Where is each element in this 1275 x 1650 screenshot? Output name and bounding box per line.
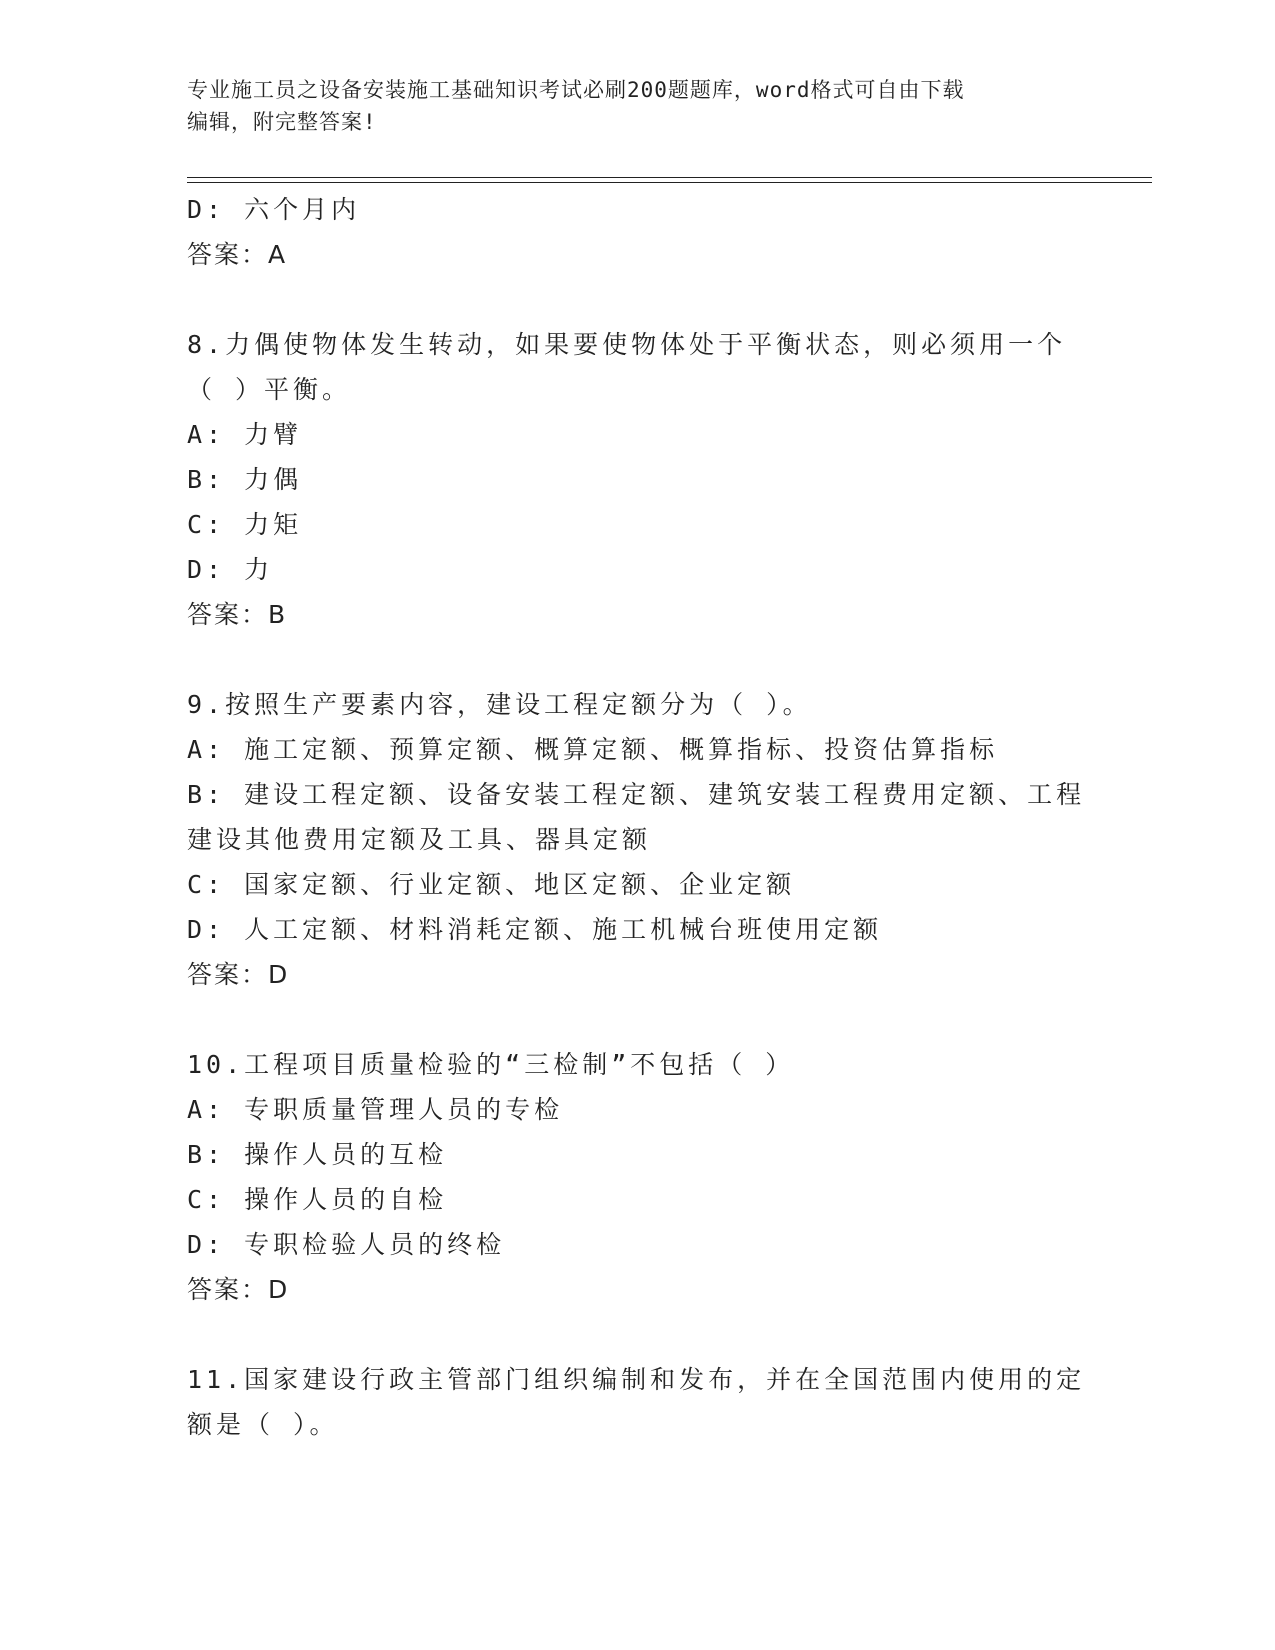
- option-c: C: 力矩: [187, 510, 303, 539]
- option-b: B: 建设工程定额、设备安装工程定额、建筑安装工程费用定额、工程: [187, 780, 1086, 809]
- question-stem: 8.力偶使物体发生转动，如果要使物体处于平衡状态，则必须用一个: [187, 330, 1067, 359]
- header-title-line-2: 编辑，附完整答案!: [187, 110, 377, 134]
- document-header: [187, 74, 1087, 138]
- option-d: D: 人工定额、材料消耗定额、施工机械台班使用定额: [187, 915, 883, 944]
- header-divider-bottom: [187, 182, 1152, 183]
- question-stem: 11.国家建设行政主管部门组织编制和发布，并在全国范围内使用的定: [187, 1365, 1086, 1394]
- answer-label: 答案：B: [187, 600, 288, 629]
- question-10: [187, 1042, 1087, 1312]
- option-b-continued: 建设其他费用定额及工具、器具定额: [187, 825, 652, 854]
- question-11: [187, 1357, 1087, 1447]
- answer-label: 答案：D: [187, 1275, 290, 1304]
- option-a: A: 施工定额、预算定额、概算定额、概算指标、投资估算指标: [187, 735, 999, 764]
- header-title-line-1: 专业施工员之设备安装施工基础知识考试必刷200题题库，word格式可自由下载: [187, 78, 965, 102]
- question-stem: 10.工程项目质量检验的“三检制”不包括（ ）: [187, 1050, 795, 1079]
- answer-label: 答案：A: [187, 240, 288, 269]
- header-divider-top: [187, 177, 1152, 178]
- option-a: A: 力臂: [187, 420, 303, 449]
- question-list: [187, 187, 1087, 1447]
- question-8: [187, 322, 1087, 637]
- question-stem: 9.按照生产要素内容，建设工程定额分为（ ）。: [187, 690, 812, 719]
- option-b: B: 力偶: [187, 465, 303, 494]
- option-c: C: 国家定额、行业定额、地区定额、企业定额: [187, 870, 796, 899]
- option-a: A: 专职质量管理人员的专检: [187, 1095, 564, 1124]
- question-7-tail: [187, 187, 1087, 277]
- option-d: D: 力: [187, 555, 274, 584]
- question-stem: （ ）平衡。: [187, 375, 352, 404]
- question-stem: 额是（ ）。: [187, 1410, 339, 1439]
- option-d: D: 六个月内: [187, 195, 361, 224]
- answer-label: 答案：D: [187, 960, 290, 989]
- option-d: D: 专职检验人员的终检: [187, 1230, 506, 1259]
- option-b: B: 操作人员的互检: [187, 1140, 448, 1169]
- option-c: C: 操作人员的自检: [187, 1185, 448, 1214]
- question-9: [187, 682, 1087, 997]
